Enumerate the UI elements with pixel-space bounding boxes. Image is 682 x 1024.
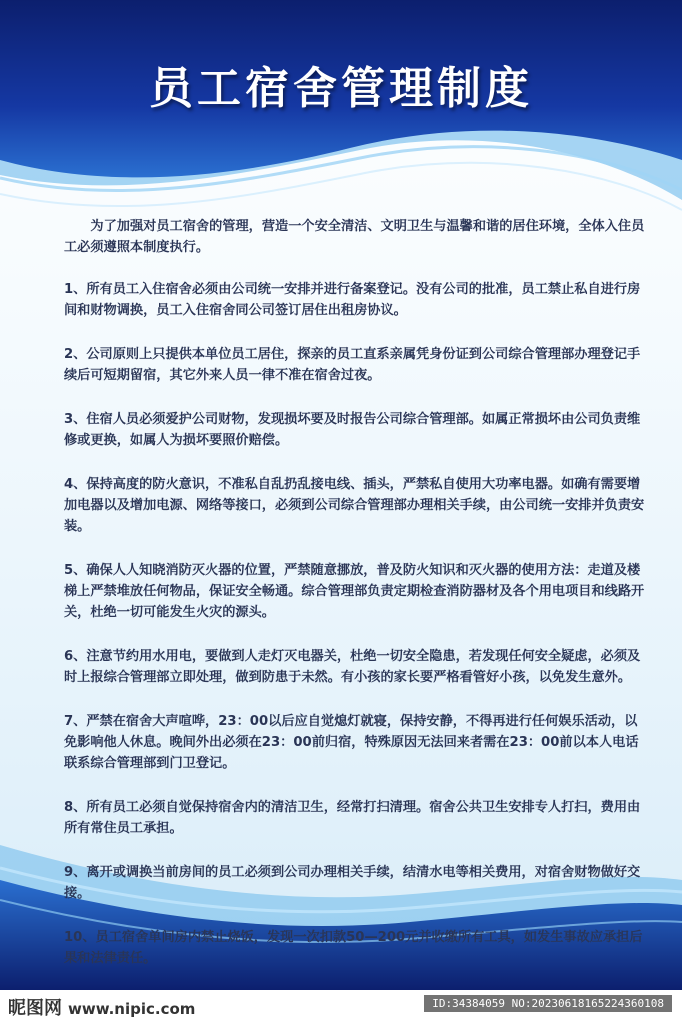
rule-item: 10、员工宿舍单间房内禁止烧饭，发现一次扣款50—200元并收缴所有工具，如发生事故应承担后果和法律责任。 (64, 930, 643, 966)
rule-item: 6、注意节约用水用电，要做到人走灯灭电器关，杜绝一切安全隐患，若发现任何安全疑虑，必须及时上报综合管理部立即处理，做到防患于未然。有小孩的家长要严格看管好小孩，以免发生意外。 (64, 649, 641, 685)
watermark-logo (8, 994, 195, 1020)
watermark-logo-text: 昵图网 (8, 998, 62, 1019)
regulation-body (64, 216, 650, 990)
watermark-id: ID:34384059 NO:20230618165224360108 (424, 995, 672, 1012)
rule-item: 1、所有员工入住宿舍必须由公司统一安排并进行备案登记。没有公司的批准，员工禁止私自进行房间和财物调换，员工入住宿舍同公司签订居住出租房协议。 (64, 282, 641, 318)
page-title: 员工宿舍管理制度 (149, 63, 533, 114)
rule-item: 2、公司原则上只提供本单位员工居住，探亲的员工直系亲属凭身份证到公司综合管理部办理登记手续后可短期留宿，其它外来人员一律不准在宿舍过夜。 (64, 347, 641, 383)
rule-item: 3、住宿人员必须爱护公司财物，发现损坏要及时报告公司综合管理部。如属正常损坏由公司负责维修或更换，如属人为损坏要照价赔偿。 (64, 412, 641, 448)
rule-item: 7、严禁在宿舍大声喧哗，23：00以后应自觉熄灯就寝，保持安静，不得再进行任何娱乐活动，以免影响他人休息。晚间外出必须在23：00前归宿，特殊原因无法回来者需在23：00前以本人电话联系综合管理部到门卫登记。 (64, 714, 639, 771)
watermark-url: www.nipic.com (68, 1000, 196, 1018)
rule-item: 9、离开或调换当前房间的员工必须到公司办理相关手续，结清水电等相关费用，对宿舍财物做好交接。 (64, 865, 641, 901)
rule-item: 8、所有员工必须自觉保持宿舍内的清洁卫生，经常打扫清理。宿舍公共卫生安排专人打扫，费用由所有常住员工承担。 (64, 800, 641, 836)
rule-item: 4、保持高度的防火意识，不准私自乱扔乱接电线、插头，严禁私自使用大功率电器。如确有需要增加电器以及增加电源、网络等接口，必须到公司综合管理部办理相关手续，由公司统一安排并负责安装。 (64, 477, 645, 534)
intro-paragraph: 为了加强对员工宿舍的管理，营造一个安全清洁、文明卫生与温馨和谐的居住环境，全体入住员工必须遵照本制度执行。 (64, 219, 645, 255)
rule-item: 5、确保人人知晓消防灭火器的位置，严禁随意挪放，普及防火知识和灭火器的使用方法：走道及楼梯上严禁堆放任何物品，保证安全畅通。综合管理部负责定期检查消防器材及各个用电项目和线路开关，杜绝一切可能发生火灾的源头。 (64, 563, 645, 620)
